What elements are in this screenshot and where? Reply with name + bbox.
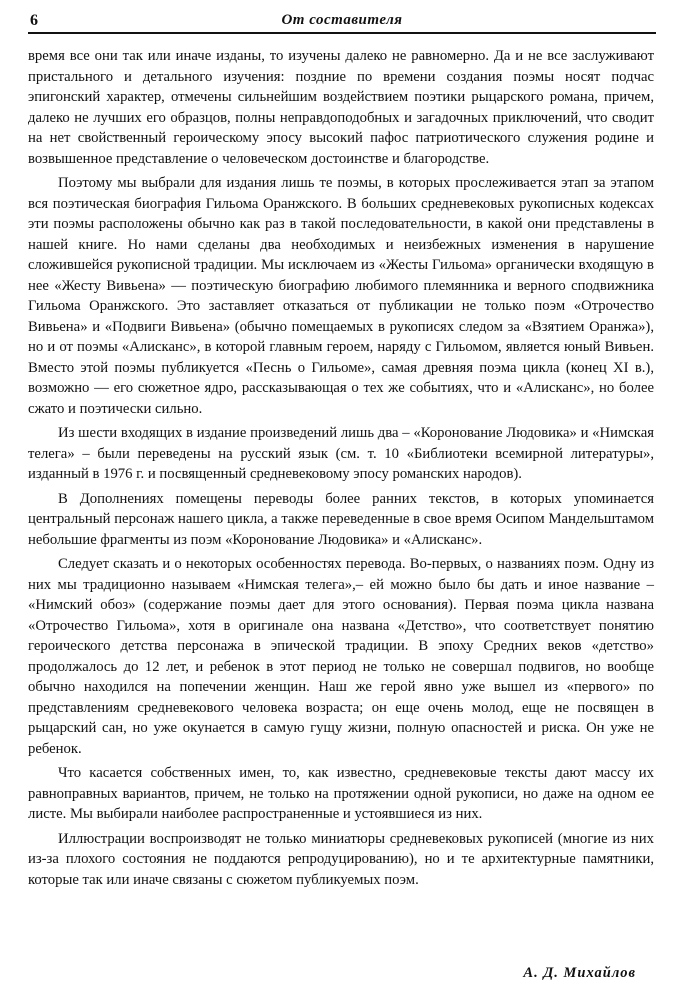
paragraph-continued: время все они так или иначе изданы, то изучены далеко не равномерно. Да и не все заслуживают пристального и детального изучения: поздние по времени создания поэмы носят подчас эпигонский характер, отмечены сильнейшим воздействием поэтики рыцарского романа, причем, далеко не лучших его образцов, полны неправдоподобных и загадочных приключений, что сводит на нет свойственный героическому эпосу высокий пафос патриотического служения родине и возвышенное представление о человеческом достоинстве и благородстве. [28, 48, 654, 167]
page-header [28, 12, 656, 34]
paragraph: Следует сказать и о некоторых особенностях перевода. Во-первых, о названиях поэм. Одну из них мы традиционно называем «Нимская телега»,– ей можно было бы дать и иное название – «Нимский обоз» (содержание поэмы дает для этого основания). Первая поэма цикла названа «Отрочество Гильома», хотя в оригинале она названа «Детство», что соответствует понятию героического детства персонажа в эпической традиции. В эпоху Средних веков «детство» продолжалось до 12 лет, и ребенок в этот период не только не совершал подвигов, но вообще обычно находился на попечении женщин. Наш же герой явно уже вышел из «первого» по представлениям средневекового человека возраста; он еще очень молод, еще не посвящен в рыцарский сан, но уже окунается в самую гущу жизни, полную опасностей и риска. Он уже не ребенок. [28, 556, 654, 757]
author-signature: А. Д. Михайлов [523, 965, 636, 981]
running-head: От составителя [281, 12, 403, 28]
paragraph: Что касается собственных имен, то, как известно, средневековые тексты дают массу их равноправных вариантов, причем, не только на протяжении одной рукописи, но даже на одном ее листе. Мы выбирали наиболее распространенные и устоявшиеся из них. [28, 765, 654, 822]
paragraph: Поэтому мы выбрали для издания лишь те поэмы, в которых прослеживается этап за этапом вся поэтическая биография Гильома Оранжского. В больших средневековых рукописных кодексах эти поэмы расположены обычно как раз в такой последовательности, в какой они представлены в нашей книге. Но нами сделаны два необходимых и неизбежных изменения в нарушение сложившейся рукописной традиции. Мы исключаем из «Жесты Гильома» органически входящую в нее «Жесту Вивьена» — поэтическую биографию любимого племянника и верного сподвижника Гильома Оранжского. Это заставляет отказаться от публикации не только поэм «Отрочество Вивьена» и «Подвиги Вивьена» (обычно помещаемых в рукописях следом за «Взятием Оранжа»), но и от поэмы «Алисканс», в которой главным героем, наряду с Гильомом, является юный Вивьен. Вместо этой поэмы публикуется «Песнь о Гильоме», самая древняя поэма цикла (конец XI в.), возможно — его сюжетное ядро, рассказывающая о тех же событиях, что и «Алисканс», но более сжато и поэтически сильно. [28, 175, 654, 417]
body-text [28, 46, 654, 894]
paragraph: В Дополнениях помещены переводы более ранних текстов, в которых упоминается центральный персонаж нашего цикла, а также переведенные в свое время Осипом Мандельштамом небольшие фрагменты из поэм «Коронование Людовика» и «Алисканс». [28, 490, 654, 548]
paragraph: Иллюстрации воспроизводят не только миниатюры средневековых рукописей (многие из них из-за плохого состояния не поддаются репродуцированию), но и те архитектурные памятники, которые так или иначе связаны с сюжетом публикуемых поэм. [28, 830, 654, 888]
page-number: 6 [30, 12, 38, 29]
paragraph: Из шести входящих в издание произведений лишь два – «Коронование Людовика» и «Нимская телега» – были переведены на русский язык (см. т. 10 «Библиотеки всемирной литературы», изданный в 1976 г. и посвященный средневековому эпосу романских народов). [28, 425, 654, 482]
